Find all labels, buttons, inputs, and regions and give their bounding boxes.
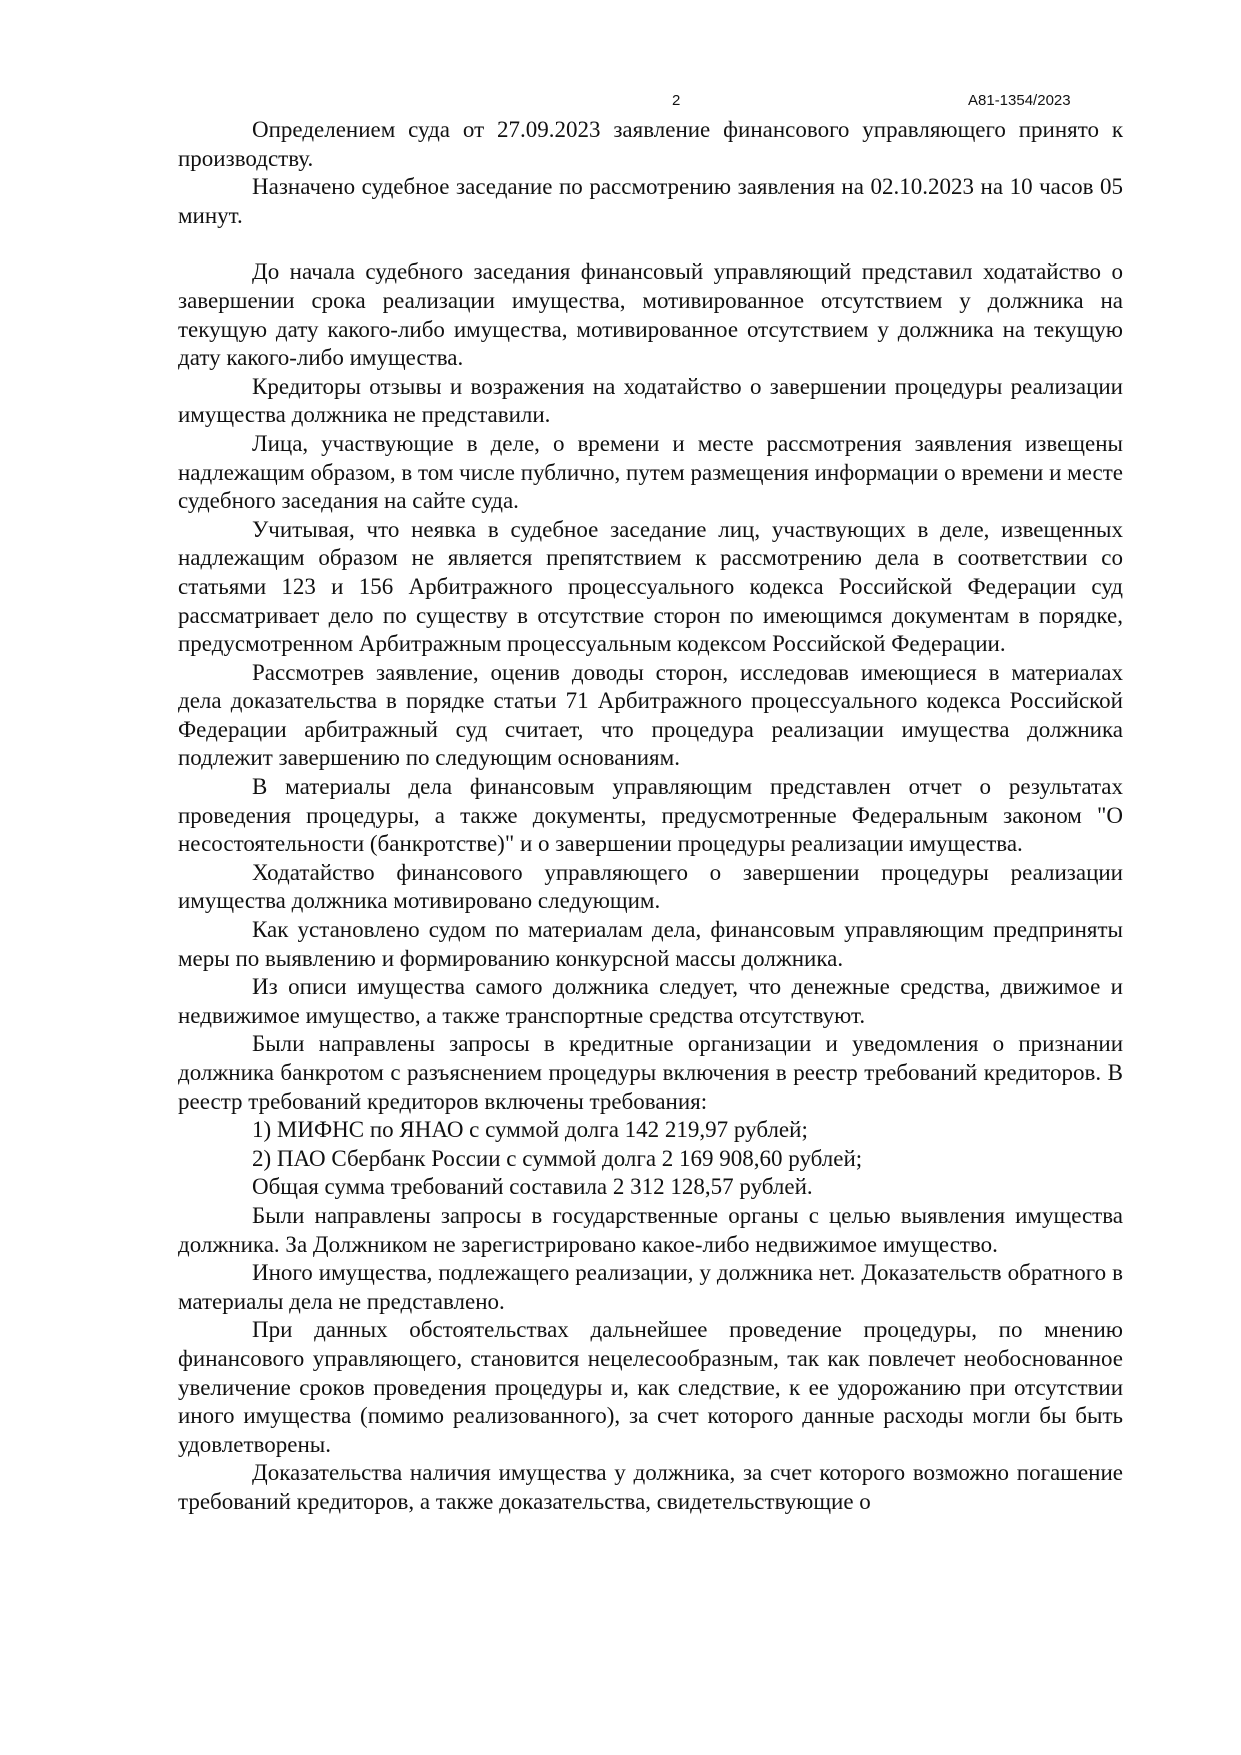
case-number: А81-1354/2023: [968, 92, 1071, 109]
paragraph-creditors-objections: Кредиторы отзывы и возражения на ходатайство о завершении процедуры реализации имущества должника не представили.: [178, 373, 1123, 428]
paragraph-inventory: Из описи имущества самого должника следует, что денежные средства, движимое и недвижимое имущество, а также транспортные средства отсутствуют.: [178, 974, 1123, 1028]
paragraph-acceptance: Определением суда от 27.09.2023 заявление финансового управляющего принято к производству.: [178, 117, 1123, 171]
list-item-claim-2: 2) ПАО Сбербанк России с суммой долга 2 169 908,60 рублей;: [252, 1145, 863, 1171]
paragraph-inexpedient: При данных обстоятельствах дальнейшее проведение процедуры, по мнению финансового управляющего, становится нецелесообразным, так как повлечет необоснованное увеличение сроков проведения процедуры и, как следствие, к ее удорожанию при отсутствии иного имущества (помимо реализованного), за счет которого данные расходы могли бы быть удовлетворены.: [178, 1317, 1123, 1457]
paragraph-requests: Были направлены запросы в кредитные организации и уведомления о признании должника банкротом с разъяснением процедуры включения в реестр требований кредиторов. В реестр требований кредиторов включены требования:: [178, 1031, 1123, 1114]
paragraph-motion: До начала судебного заседания финансовый управляющий представил ходатайство о завершении срока реализации имущества, мотивированное отсутствием у должника на текущую дату какого-либо имущества, мотивированное отсутствием у должника на текущую дату какого-либо имущества.: [178, 259, 1123, 371]
paragraph-review: Рассмотрев заявление, оценив доводы сторон, исследовав имеющиеся в материалах дела доказательства в порядке статьи 71 Арбитражного процессуального кодекса Российской Федерации арбитражный суд считает, что процедура реализации имущества должника подлежит завершению по следующим основаниям.: [178, 659, 1123, 771]
paragraph-absence: Учитывая, что неявка в судебное заседание лиц, участвующих в деле, извещенных надлежащим образом не является препятствием к рассмотрению дела в соответствии со статьями 123 и 156 Арбитражного процессуального кодекса Российской Федерации суд рассматривает дело по существу в отсутствие сторон по имеющимся документам в порядке, предусмотренном Арбитражным процессуальным кодексом Российской Федерации.: [178, 516, 1123, 657]
page-number: 2: [672, 92, 681, 109]
paragraph-notification: Лица, участвующие в деле, о времени и месте рассмотрения заявления извещены надлежащим образом, в том числе публично, путем размещения информации о времени и месте судебного заседания на сайте суда.: [178, 430, 1123, 514]
paragraph-total-claims: Общая сумма требований составила 2 312 128,57 рублей.: [252, 1174, 813, 1200]
paragraph-hearing-date: Назначено судебное заседание по рассмотрению заявления на 02.10.2023 на 10 часов 05 минут.: [178, 174, 1123, 228]
paragraph-motion-reasons: Ходатайство финансового управляющего о завершении процедуры реализации имущества должника мотивировано следующим.: [178, 859, 1123, 914]
paragraph-report: В материалы дела финансовым управляющим представлен отчет о результатах проведения процедуры, а также документы, предусмотренные Федеральным законом "О несостоятельности (банкротстве)" и о завершении процедуры реализации имущества.: [178, 774, 1123, 857]
paragraph-no-other-property: Иного имущества, подлежащего реализации, у должника нет. Доказательств обратного в материалы дела не представлено.: [178, 1260, 1123, 1314]
paragraph-state-requests: Были направлены запросы в государственные органы с целью выявления имущества должника. За Должником не зарегистрировано какое-либо недвижимое имущество.: [178, 1202, 1123, 1257]
document-body: [178, 116, 1123, 1517]
list-item-claim-1: 1) МИФНС по ЯНАО с суммой долга 142 219,97 рублей;: [252, 1117, 808, 1143]
paragraph-evidence: Доказательства наличия имущества у должника, за счет которого возможно погашение требований кредиторов, а также доказательства, свидетельствующие о: [178, 1460, 1123, 1514]
paragraph-measures: Как установлено судом по материалам дела, финансовым управляющим предприняты меры по выявлению и формированию конкурсной массы должника.: [178, 917, 1123, 971]
